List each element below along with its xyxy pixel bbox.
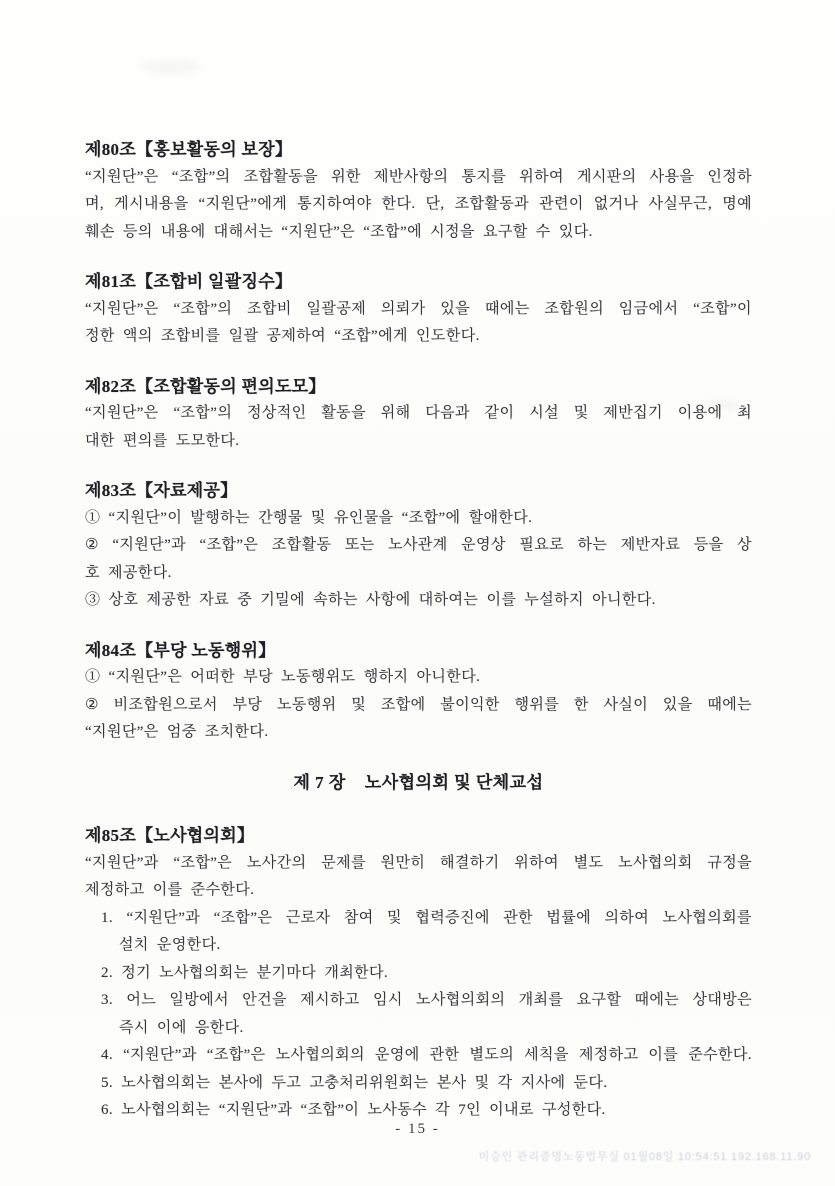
word: 노사협의회의	[416, 992, 506, 1008]
chapter-heading: 제 7 장 노사협의회 및 단체교섭	[293, 772, 544, 792]
word: “지원단”에게	[198, 196, 288, 212]
word: 불이익한	[440, 696, 500, 713]
word: 통지를	[461, 168, 507, 185]
word: 조합활동과	[454, 196, 530, 212]
word: 게시판의	[576, 168, 637, 185]
word: 위하여	[519, 168, 564, 185]
word: 노사협의회의	[275, 1047, 365, 1063]
word: 법률에	[546, 909, 592, 926]
page-number: - 15 -	[395, 1121, 440, 1137]
word: 등을	[693, 537, 724, 553]
word: “지원단”은	[85, 300, 159, 317]
word: 요구할	[576, 992, 622, 1008]
word: 없거나	[593, 196, 639, 212]
article-heading: 제82조【조합활동의 편의도모】	[85, 376, 326, 396]
word: 제정하고	[578, 1047, 639, 1063]
word: 이용에	[677, 405, 723, 421]
article-heading: 제83조【자료제공】	[85, 481, 238, 500]
word: 조합활동을	[243, 168, 319, 185]
text-line	[85, 532, 752, 560]
word: “조합”은	[173, 854, 233, 871]
word: “조합”은	[206, 1047, 266, 1063]
word: 상대방은	[692, 992, 752, 1008]
word: 위하여	[514, 854, 559, 871]
word: 인정하	[707, 168, 752, 185]
word: 참여	[343, 909, 374, 926]
text-line: ③ 상호 제공한 자료 중 기밀에 속하는 사항에 대하여는 이를 누설하지 아니한다.	[85, 592, 656, 608]
word: 4.	[101, 1047, 114, 1063]
word: 규정을	[707, 854, 752, 871]
word: 노사간의	[246, 854, 307, 871]
word: “조합”은	[213, 909, 273, 926]
word: 사용을	[649, 168, 695, 185]
word: 때에는	[707, 696, 752, 713]
text-line: 6. 노사협의회는 “지원단”과 “조합”이 노사동수 각 7인 이내로 구성한다.	[101, 1102, 606, 1118]
word: 어느	[126, 992, 157, 1008]
text-line	[85, 400, 752, 428]
text-line	[85, 296, 752, 324]
word: 필요로	[519, 537, 564, 553]
word: 시설	[529, 405, 559, 421]
word: 임금에서	[618, 300, 679, 317]
article-section	[85, 822, 752, 1125]
word: 제시하고	[300, 992, 360, 1008]
word: 관한	[503, 909, 533, 926]
word: 같이	[484, 405, 515, 421]
word: 때에는	[484, 300, 530, 317]
word: 노사협의회	[618, 854, 693, 871]
word: 조합비	[247, 300, 292, 317]
text-line: 제정하고 이를 준수한다.	[85, 882, 255, 898]
word: 제반집기	[603, 405, 663, 421]
word: 협력증진에	[415, 909, 490, 926]
word: 다음과	[425, 405, 470, 421]
word: 행위를	[514, 696, 560, 713]
word: 명예	[722, 196, 752, 212]
word: 사실이	[603, 696, 649, 713]
text-line	[85, 1042, 752, 1070]
word: “지원단”은	[85, 405, 159, 421]
text-line	[85, 987, 752, 1015]
word: 세칙을	[524, 1047, 569, 1063]
word: 최	[737, 405, 752, 421]
text-line: 정한 액의 조합비를 일괄 공제하여 “조합”에게 인도한다.	[85, 328, 480, 344]
word: 일괄공제	[306, 300, 367, 317]
word: 노동행위	[276, 696, 337, 713]
word: 노사관계	[388, 537, 448, 553]
word: 별도의	[469, 1047, 515, 1063]
word: 통지하여야	[297, 196, 372, 212]
word: “조합”의	[171, 168, 231, 185]
text-line: 즉시 이에 응한다.	[119, 1019, 244, 1036]
word: 부당	[232, 696, 263, 713]
text-line	[85, 164, 752, 192]
text-line: 2. 정기 노사협의회는 분기마다 개최한다.	[101, 964, 389, 981]
word: 게시내용을	[114, 196, 189, 212]
word: 원만히	[380, 854, 426, 871]
text-line: 대한 편의를 도모한다.	[85, 432, 240, 449]
text-line: 설치 운영한다.	[119, 937, 221, 953]
word: 정상적인	[246, 405, 307, 421]
word: 준수한다.	[688, 1047, 752, 1063]
word: 관한	[429, 1047, 460, 1063]
word: ②	[85, 537, 99, 553]
article-section	[85, 637, 752, 747]
word: 근로자	[285, 909, 331, 926]
scan-smudge	[140, 60, 200, 74]
word: 단,	[425, 196, 445, 212]
word: 별도	[573, 854, 604, 871]
word: 의하여	[604, 909, 650, 926]
word: ②	[85, 696, 99, 713]
word: 비조합원으로서	[113, 696, 218, 713]
text-line: 훼손 등의 내용에 대해서는 “지원단”은 “조합”에 시정을 요구할 수 있다.	[85, 223, 593, 240]
content	[85, 136, 752, 1147]
word: 조합에	[380, 696, 426, 713]
word: 조합원의	[544, 300, 604, 317]
word: 문제를	[321, 854, 366, 871]
word: 하는	[577, 537, 608, 553]
word: 운영상	[461, 537, 506, 553]
word: 활동을	[321, 405, 366, 421]
article-section	[85, 268, 752, 351]
article-section	[85, 477, 752, 615]
word: 일방에서	[169, 992, 229, 1008]
word: 개최를	[518, 992, 564, 1008]
word: 1.	[101, 909, 114, 926]
word: 조합활동	[271, 537, 332, 553]
word: 제반자료	[620, 537, 681, 553]
word: 안건을	[242, 992, 287, 1008]
word: 때에는	[634, 992, 680, 1008]
word: 해결하기	[439, 854, 500, 871]
text-line: 호 제공한다.	[85, 564, 172, 581]
word: 및	[351, 696, 367, 713]
word: “조합”은	[199, 537, 259, 553]
word: 위해	[380, 405, 411, 421]
word: 노사협의회를	[662, 909, 752, 926]
article-heading: 제81조【조합비 일괄징수】	[85, 272, 293, 291]
word: 임시	[372, 992, 403, 1008]
word: 의뢰가	[380, 300, 426, 317]
word: 있을	[662, 696, 693, 713]
article-section	[85, 136, 752, 246]
word: 및	[573, 405, 589, 421]
article-section	[85, 373, 752, 456]
print-log-watermark: 미승인 관리증명노동법무실 01월08일 10:54:51 192.168.11.90	[478, 1151, 811, 1163]
word: 있을	[440, 300, 471, 317]
text-line	[85, 191, 752, 219]
word: “지원단”과	[126, 909, 201, 926]
text-line	[85, 692, 752, 720]
word: “지원단”과	[123, 1047, 197, 1063]
word: 며,	[85, 196, 105, 212]
article-heading: 제85조【노사협의회】	[85, 826, 255, 845]
word: 관련이	[539, 196, 584, 212]
word: “조합”의	[173, 300, 233, 317]
word: 위한	[331, 168, 361, 185]
text-line: “지원단”은 엄중 조치한다.	[85, 724, 269, 740]
text-line: ① “지원단”은 어떠한 부당 노동행위도 행하지 아니한다.	[85, 669, 481, 685]
article-heading: 제80조【홍보활동의 보장】	[85, 140, 293, 159]
word: 및	[387, 909, 402, 926]
word: “지원단”은	[85, 168, 159, 185]
word: “조합”의	[173, 405, 233, 421]
word: 이를	[648, 1047, 679, 1063]
text-line	[85, 850, 752, 878]
word: “지원단”과	[112, 537, 187, 553]
text-line	[85, 905, 752, 933]
text-line: 5. 노사협의회는 본사에 두고 고충처리위원회는 본사 및 각 지사에 둔다.	[101, 1074, 608, 1091]
word: “조합”이	[693, 300, 752, 317]
word: 한	[573, 696, 589, 713]
text-line: ① “지원단”이 발행하는 간행물 및 유인물을 “조합”에 할애한다.	[85, 509, 533, 526]
word: 상	[737, 537, 752, 553]
word: “지원단”과	[85, 854, 159, 871]
word: 한다.	[381, 196, 416, 212]
word: 운영에	[374, 1047, 420, 1063]
word: 또는	[344, 537, 375, 553]
word: 3.	[101, 992, 114, 1008]
article-heading: 제84조【부당 노동행위】	[85, 640, 276, 660]
word: 제반사항의	[373, 168, 449, 185]
word: 사실무근,	[648, 196, 713, 212]
